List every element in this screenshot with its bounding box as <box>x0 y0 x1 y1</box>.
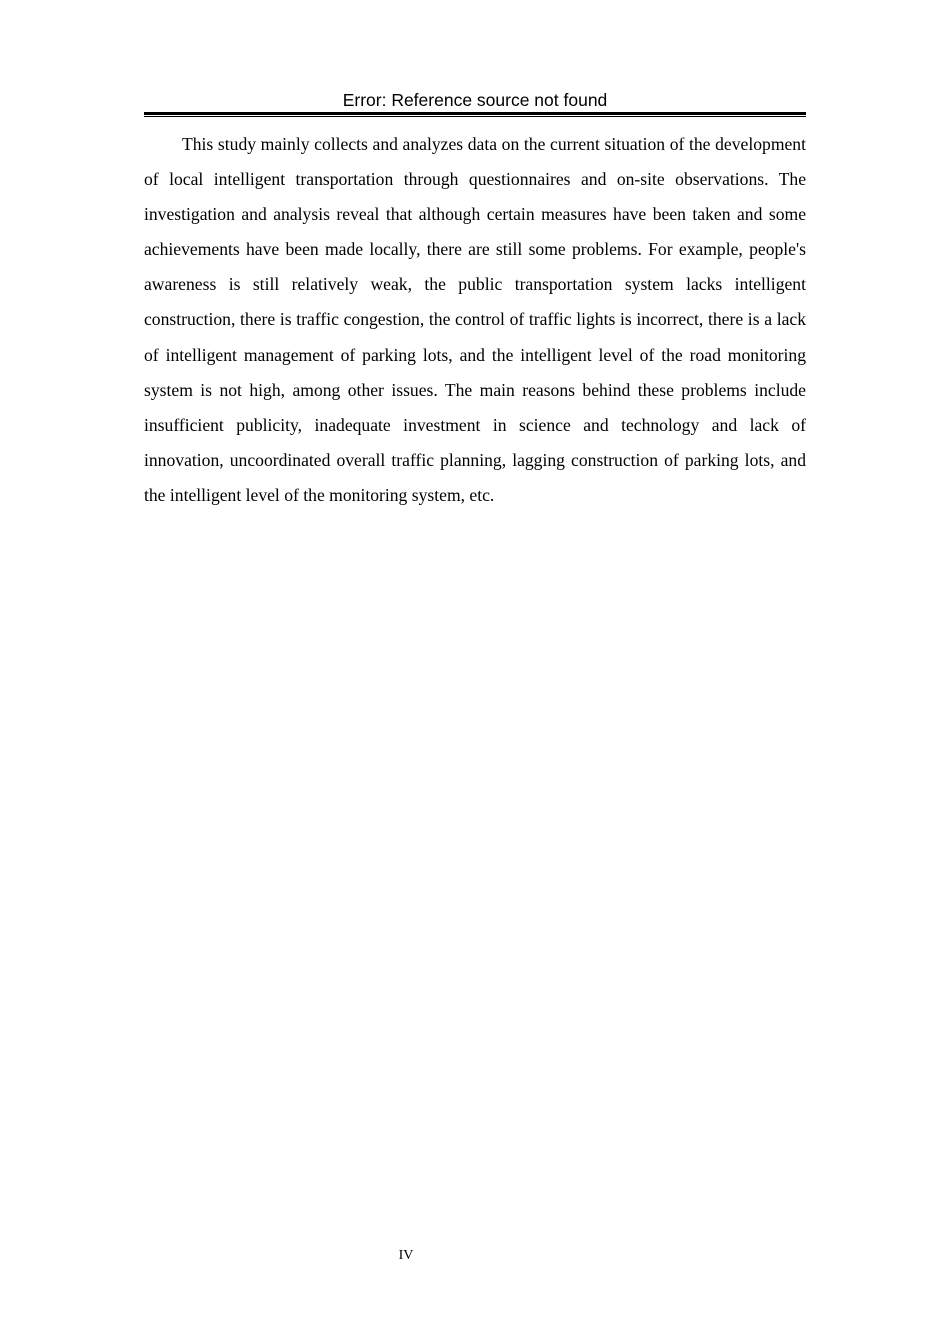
page-header <box>144 88 806 117</box>
page-number: IV <box>398 1248 414 1263</box>
header-title: Error: Reference source not found <box>342 90 608 110</box>
header-divider <box>144 112 806 117</box>
body-paragraph: This study mainly collects and analyzes data on the current situation of the development of local intelligent transportation through questionnaires and on-site observations. The investigation and analysis reveal that although certain measures have been taken and some achievements have been made locally, there are still some problems. For example, people's awareness is still relatively weak, the public transportation system lacks intelligent construction, there is traffic congestion, the control of traffic lights is incorrect, there is a lack of intelligent management of parking lots, and the intelligent level of the road monitoring system is not high, among other issues. The main reasons behind these problems include insufficient publicity, inadequate investment in science and technology and lack of innovation, uncoordinated overall traffic planning, lagging construction of parking lots, and the intelligent level of the monitoring system, etc. <box>144 134 806 505</box>
